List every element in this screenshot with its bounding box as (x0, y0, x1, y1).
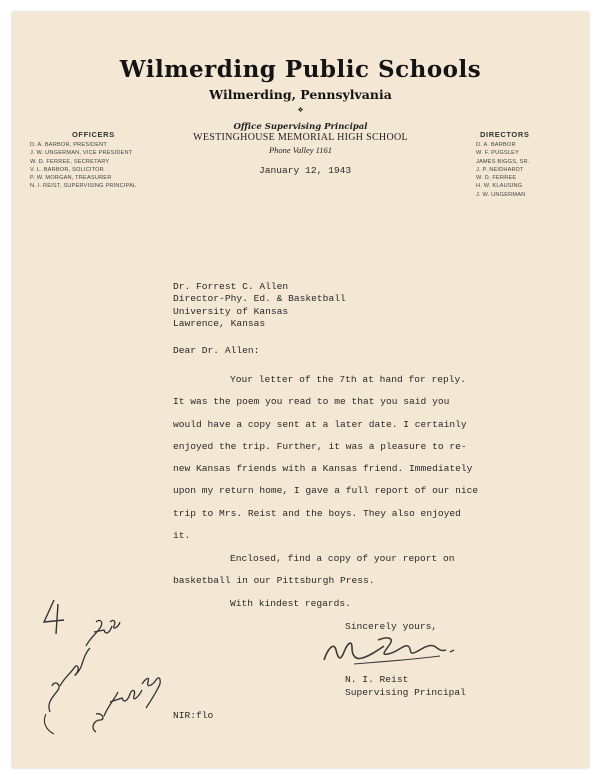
body-line: would have a copy sent at a later date. I certainly (173, 418, 467, 430)
officer-item: W. D. FERREE, SECRETARY (30, 158, 110, 165)
directors-list (476, 141, 576, 199)
officer-item: V. L. BARBOR, SOLICITOR (30, 166, 104, 173)
director-item: W. D. FERREE (476, 175, 517, 182)
officers-heading: OFFICERS (72, 130, 115, 139)
director-item: JAMES BIGGS, SR. (476, 158, 530, 165)
complimentary-close: Sincerely yours, (345, 621, 438, 632)
officer-item: P. W. MORGAN, TREASURER (30, 175, 112, 182)
handwritten-note-image (24, 592, 174, 742)
body-line: trip to Mrs. Reist and the boys. They also enjoyed (173, 507, 461, 519)
signer-title: Supervising Principal (345, 687, 466, 698)
director-item: J. P. NEIDHARDT (476, 166, 524, 173)
letterhead-office: Office Supervising Principal (233, 122, 368, 132)
body-line: it. (173, 530, 191, 542)
letter-sheet (12, 12, 589, 768)
director-item: H. W. KLAUSING (476, 183, 523, 190)
body-paragraph-1 (173, 369, 478, 547)
letterhead-title: Wilmerding Public Schools (119, 56, 482, 83)
body-line: upon my return home, I gave a full report of our nice (173, 485, 479, 497)
ornament-icon: ❖ (297, 105, 304, 115)
officer-item: N. I. REIST, SUPERVISING PRINCIPAL (30, 183, 137, 190)
officers-block (30, 130, 180, 191)
reference-initials: NIR:flo (173, 710, 214, 721)
body-line: basketball in our Pittsburgh Press. (173, 575, 375, 587)
signature-image (318, 630, 468, 672)
director-item: D. A. BARBOR (476, 142, 516, 148)
body-line: Your letter of the 7th at hand for reply. (230, 374, 467, 385)
recipient-line: Lawrence, Kansas (173, 318, 266, 330)
signer-name: N. I. Reist (345, 674, 409, 685)
directors-block (476, 130, 576, 199)
officer-item: J. W. UNGERMAN, VICE PRESIDENT (30, 150, 133, 157)
body-paragraph-2 (173, 548, 455, 593)
officers-list (30, 141, 180, 191)
director-item: J. W. UNGERMAN (476, 191, 526, 198)
directors-heading: DIRECTORS (480, 130, 530, 139)
recipient-line: University of Kansas (173, 305, 289, 317)
body-line: It was the poem you read to me that you said you (173, 396, 450, 408)
letterhead-place: Wilmerding, Pennsylvania (209, 87, 392, 102)
letterhead-phone: Phone Valley 1161 (268, 145, 333, 155)
officer-item: D. A. BARBOR, PRESIDENT (30, 142, 108, 148)
body-line: enjoyed the trip. Further, it was a pleasure to re- (173, 440, 467, 452)
recipient-line: Dr. Forrest C. Allen (173, 281, 289, 292)
recipient-line: Director-Phy. Ed. & Basketball (173, 293, 346, 305)
body-line: Enclosed, find a copy of your report on (230, 553, 455, 564)
recipient-address (173, 281, 346, 331)
letter-date: January 12, 1943 (259, 165, 352, 176)
letterhead-school: WESTINGHOUSE MEMORIAL HIGH SCHOOL (193, 132, 408, 143)
director-item: W. F. PUGSLEY (476, 150, 520, 157)
closing-line: With kindest regards. (230, 598, 351, 609)
salutation: Dear Dr. Allen: (173, 345, 260, 356)
body-line: new Kansas friends with a Kansas friend. Immediately (173, 463, 473, 475)
